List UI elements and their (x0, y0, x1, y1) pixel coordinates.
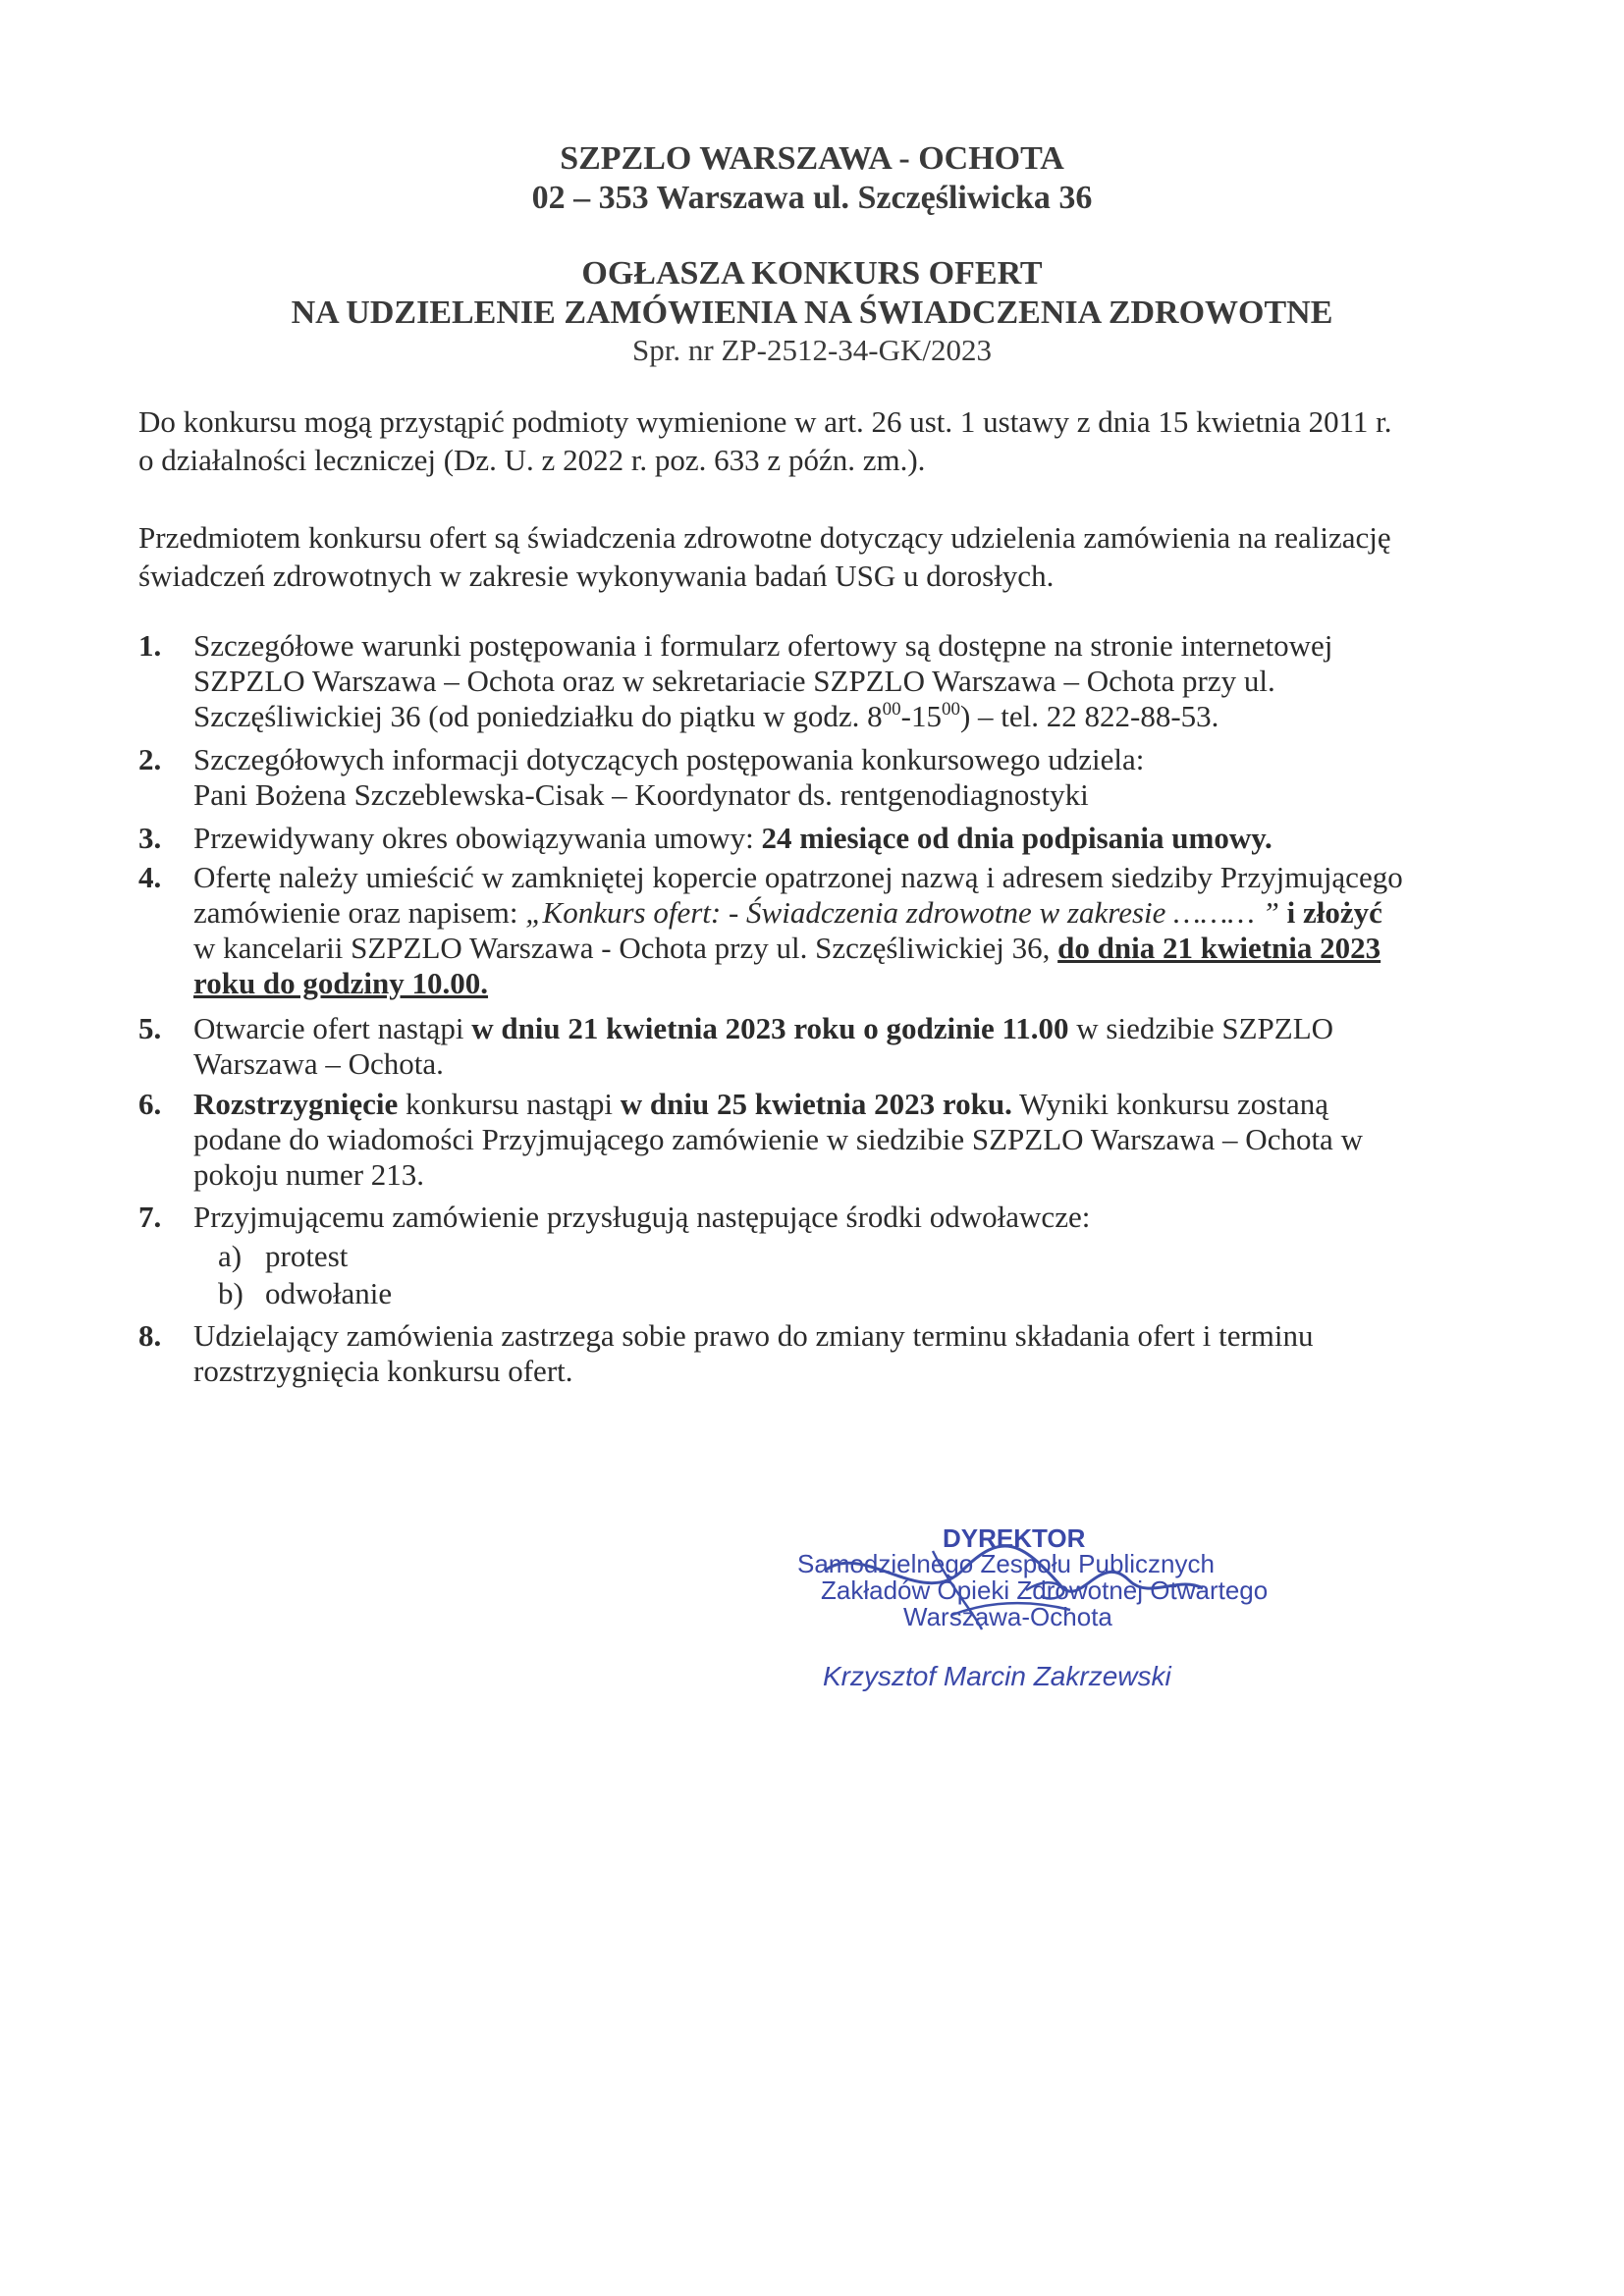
item-8-line2: rozstrzygnięcia konkursu ofert. (193, 1354, 573, 1388)
item-body (193, 1011, 1506, 1082)
item-1-line3 (193, 699, 1506, 734)
envelope-label: „Konkurs ofert: - Świadczenia zdrowotne w zakresie ……… ” (525, 895, 1279, 930)
item-6-line1 (193, 1087, 1506, 1122)
sub-item-b-label: b) (218, 1276, 244, 1310)
case-number: Spr. nr ZP-2512-34-GK/2023 (632, 333, 992, 367)
hours-start-minutes: 00 (882, 699, 901, 720)
item-body (193, 860, 1506, 1001)
item-body (193, 1200, 1506, 1235)
intro-paragraph-2 (138, 518, 1493, 595)
submit-text: i złożyć (1278, 895, 1382, 930)
hours-end-minutes: 00 (941, 699, 960, 720)
item-body (193, 628, 1506, 734)
item-number: 2. (138, 742, 162, 776)
sub-item-a-label: a) (218, 1239, 243, 1273)
item-1-line2: SZPZLO Warszawa – Ochota oraz w sekretariacie SZPZLO Warszawa – Ochota przy ul. (193, 664, 1275, 698)
item-4-line2 (193, 895, 1506, 931)
phone-text: ) – tel. 22 822-88-53. (959, 699, 1219, 733)
item-6-text: konkursu nastąpi (398, 1087, 621, 1121)
item-5-location: w siedzibie SZPZLO (1068, 1011, 1334, 1045)
item-body (193, 742, 1506, 813)
sub-item-b-text: odwołanie (265, 1276, 393, 1310)
item-number: 6. (138, 1087, 162, 1121)
item-2-line1: Szczegółowych informacji dotyczących postępowania konkursowego udziela: (193, 742, 1145, 776)
item-5-line1 (193, 1011, 1506, 1046)
item-6-line2: podane do wiadomości Przyjmującego zamówienie w siedzibie SZPZLO Warszawa – Ochota w (193, 1122, 1363, 1156)
deadline-date: do dnia 21 kwietnia 2023 (1057, 931, 1381, 965)
item-number: 3. (138, 821, 162, 855)
item-body (193, 1087, 1506, 1193)
stamp-line-2: Samodzielnego Zespołu Publicznych (797, 1549, 1215, 1578)
item-1-line1: Szczegółowe warunki postępowania i formularz ofertowy są dostępne na stronie internetowej (193, 628, 1333, 663)
item-3-text: Przewidywany okres obowiązywania umowy: (193, 821, 762, 855)
item-3-line1 (193, 821, 1506, 856)
intro-p1-line2: o działalności leczniczej (Dz. U. z 2022 r. poz. 633 z późn. zm.). (138, 443, 926, 477)
resolution-label: Rozstrzygnięcie (193, 1087, 399, 1121)
item-4-line4 (193, 966, 1506, 1001)
handwritten-signature (805, 1531, 1218, 1639)
intro-paragraph-1 (138, 402, 1493, 479)
intro-p2-line1: Przedmiotem konkursu ofert są świadczenia zdrowotne dotyczący udzielenia zamówienia na realizację (138, 520, 1391, 555)
item-4-line3 (193, 931, 1506, 966)
intro-p2-line2: świadczeń zdrowotnych w zakresie wykonywania badań USG u dorosłych. (138, 559, 1055, 593)
item-4-text: zamówienie oraz napisem: (193, 895, 526, 930)
contract-period: 24 miesiące od dnia podpisania umowy. (761, 821, 1272, 855)
opening-date: w dniu 21 kwietnia 2023 roku o godzinie 11.00 (471, 1011, 1069, 1045)
item-number: 1. (138, 628, 162, 663)
item-5-line2: Warszawa – Ochota. (193, 1046, 444, 1081)
resolution-date: w dniu 25 kwietnia 2023 roku. (620, 1087, 1012, 1121)
stamp-title: DYREKTOR (943, 1523, 1086, 1553)
item-6-line3: pokoju numer 213. (193, 1157, 425, 1192)
stamp-line-3: Zakładów Opieki Zdrowotnej Otwartego (821, 1575, 1269, 1605)
office-location: w kancelarii SZPZLO Warszawa - Ochota przy ul. Szczęśliwickiej 36, (193, 931, 1058, 965)
item-2-line2: Pani Bożena Szczeblewska-Cisak – Koordynator ds. rentgenodiagnostyki (193, 777, 1089, 812)
sub-item-a-text: protest (265, 1239, 349, 1273)
item-8-line1: Udzielający zamówienia zastrzega sobie prawo do zmiany terminu składania ofert i terminu (193, 1318, 1314, 1353)
item-7-line1: Przyjmującemu zamówienie przysługują następujące środki odwoławcze: (193, 1200, 1091, 1234)
deadline-time: roku do godziny 10.00. (193, 966, 489, 1000)
item-5-text: Otwarcie ofert nastąpi (193, 1011, 472, 1045)
announcement-title: OGŁASZA KONKURS OFERT (581, 255, 1043, 292)
item-number: 7. (138, 1200, 162, 1234)
item-1-hours-text: Szczęśliwickiej 36 (od poniedziałku do piątku w godz. 8 (193, 699, 883, 733)
signatory-name: Krzysztof Marcin Zakrzewski (823, 1661, 1171, 1691)
org-name: SZPZLO WARSZAWA - OCHOTA (560, 140, 1064, 177)
item-body (193, 821, 1506, 856)
announcement-subtitle: NA UDZIELENIE ZAMÓWIENIA NA ŚWIADCZENIA ZDROWOTNE (291, 294, 1333, 331)
item-number: 5. (138, 1011, 162, 1045)
item-number: 8. (138, 1318, 162, 1353)
intro-p1-line1: Do konkursu mogą przystąpić podmioty wymienione w art. 26 ust. 1 ustawy z dnia 15 kwietnia 2011 r. (138, 404, 1392, 439)
item-number: 4. (138, 860, 162, 894)
org-address: 02 – 353 Warszawa ul. Szczęśliwicka 36 (531, 180, 1093, 216)
stamp-line-4: Warszawa-Ochota (903, 1602, 1112, 1631)
item-4-line1: Ofertę należy umieścić w zamkniętej kopercie opatrzonej nazwą i adresem siedziby Przyjmującego (193, 860, 1403, 894)
item-6-results: Wyniki konkursu zostaną (1011, 1087, 1328, 1121)
hours-end: -15 (900, 699, 942, 733)
item-body (193, 1318, 1506, 1389)
